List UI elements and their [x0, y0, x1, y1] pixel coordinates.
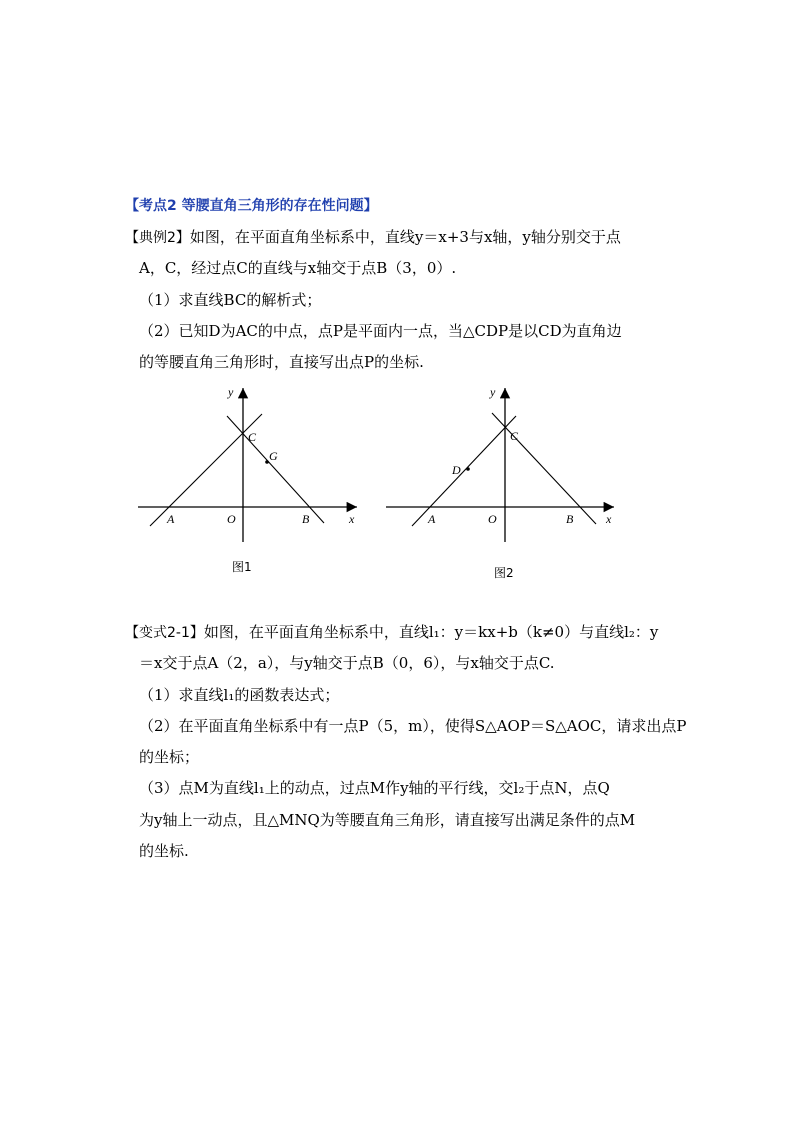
label-c: C: [248, 430, 257, 444]
figure-1-caption: 图1: [232, 560, 252, 574]
example-question-1: （1）求直线BC的解析式；: [139, 291, 322, 309]
variant-text-1: 如图，在平面直角坐标系中，直线l₁：y＝kx+b（k≠0）与直线l₂：y: [203, 623, 659, 641]
example-question-2-line-1: （2）已知D为AC的中点，点P是平面内一点，当△CDP是以CD为直角边: [139, 322, 622, 340]
variant-question-2-line-2: 的坐标；: [139, 748, 200, 766]
label-a: A: [167, 512, 175, 526]
variant-question-3-line-1: （3）点M为直线l₁上的动点，过点M作y轴的平行线，交l₂于点N，点Q: [139, 779, 610, 797]
variant-question-3-line-2: 为y轴上一动点，且△MNQ为等腰直角三角形，请直接写出满足条件的点M: [139, 811, 636, 829]
label-g: G: [269, 449, 278, 463]
label-d: D: [452, 463, 461, 477]
line-ac: [412, 416, 516, 526]
example-question-2-line-2: 的等腰直角三角形时，直接写出点P的坐标.: [139, 353, 424, 371]
y-axis-label: y: [490, 385, 496, 399]
label-a: A: [428, 512, 436, 526]
variant-question-1: （1）求直线l₁的函数表达式；: [139, 686, 340, 704]
label-o: O: [488, 512, 497, 526]
example-line-2: A，C，经过点C的直线与x轴交于点B（3，0）.: [139, 259, 457, 277]
line-ac: [150, 414, 262, 526]
section-title: 【考点2 等腰直角三角形的存在性问题】: [125, 198, 378, 214]
variant-question-2-line-1: （2）在平面直角坐标系中有一点P（5，m），使得S△AOP＝S△AOC，请求出点P: [139, 717, 687, 735]
variant-tag: 【变式2-1】: [125, 625, 204, 641]
figure-2-caption: 图2: [494, 566, 514, 580]
x-axis-label: x: [349, 512, 355, 526]
label-b: B: [566, 512, 574, 526]
example-line-1: [125, 227, 621, 248]
example-text-1: 如图，在平面直角坐标系中，直线y＝x+3与x轴，y轴分别交于点: [189, 228, 621, 246]
variant-line-1: [125, 622, 658, 643]
point-d: [466, 467, 470, 471]
example-tag: 【典例2】: [125, 230, 190, 246]
label-c: C: [510, 429, 519, 443]
x-axis-label: x: [606, 512, 612, 526]
label-o: O: [227, 512, 236, 526]
figure-2: [384, 380, 624, 550]
y-axis-label: y: [228, 385, 234, 399]
label-b: B: [302, 512, 310, 526]
variant-question-3-line-3: 的坐标.: [139, 842, 189, 860]
variant-line-2: ＝x交于点A（2，a），与y轴交于点B（0，6），与x轴交于点C.: [139, 654, 555, 672]
figure-1: [135, 380, 370, 550]
